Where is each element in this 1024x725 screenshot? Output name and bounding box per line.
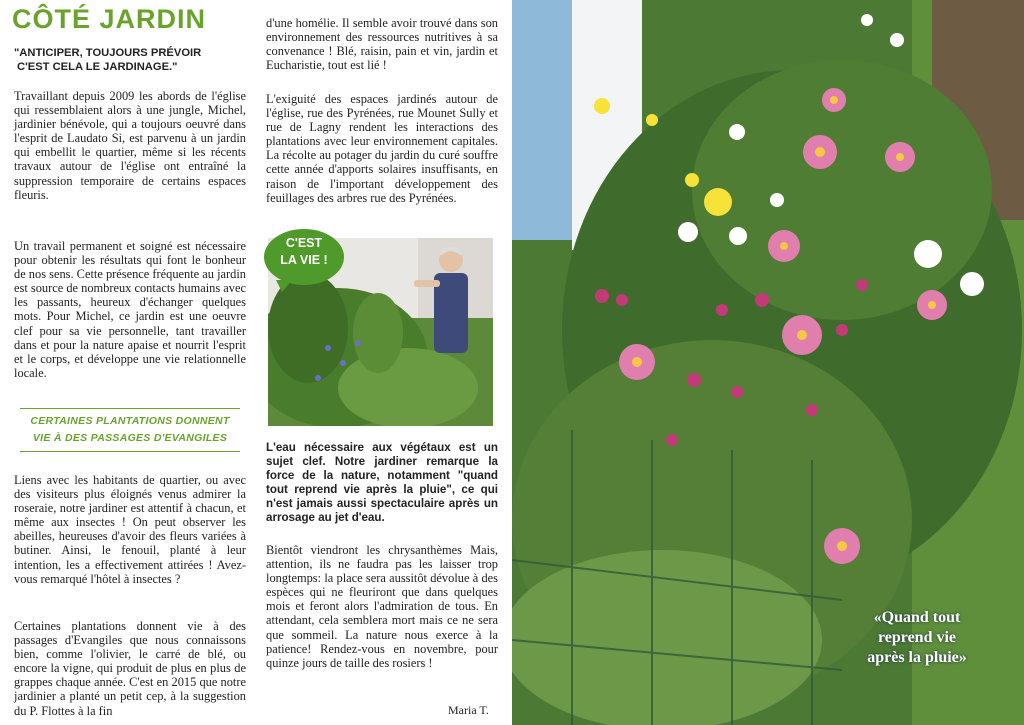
speech-bubble-tail (276, 280, 292, 292)
caption-line-3: après la pluie» (867, 649, 967, 666)
speech-bubble (264, 229, 344, 285)
quote-line-1: "ANTICIPER, TOUJOURS PRÉVOIR (14, 47, 202, 59)
caption-line-2: reprend vie (877, 629, 957, 646)
subhead-line-1: CERTAINES PLANTATIONS DONNENT (30, 415, 230, 427)
quote-line-2: C'EST CELA LE JARDINAGE." (17, 60, 178, 73)
col1-paragraph-2: Un travail permanent et soigné est nécessaire pour obtenir les résultats qui font le bonheur de nos sens. Cette présence fréquente au jardin est source de nombreux contacts humains avec les passants, heureux d'échanger quelques mots. Pour Michel, ce jardin est une oeuvre clef pour sa vie personnelle, tant travailler dans et pour la nature apaise et nourrit l'esprit et le corps, et développe une vie relationnelle locale. (14, 239, 246, 380)
subhead-line-2: VIE À DES PASSAGES D'EVANGILES (32, 432, 228, 444)
photo-caption (852, 608, 982, 668)
header-quote (14, 47, 246, 74)
col2-paragraph-1: d'une homélie. Il semble avoir trouvé dans son environnement des ressources nutritives à sa convenance ! Blé, raisin, pain et vin, jardin et Eucharistie, tout est lié ! (266, 16, 498, 73)
col1-paragraph-4: Certaines plantations donnent vie à des passages d'Evangiles que nous connaissons bien, comme l'olivier, le carré de blé, ou encore la vigne, qui produit de plus en plus de grappes chaque année. C'est en 2015 que notre jardinier a planté un petit cep, à la suggestion du P. Flottes à la fin (14, 619, 246, 718)
page-title: CÔTÉ JARDIN (12, 4, 207, 34)
col1-paragraph-1: Travaillant depuis 2009 les abords de l'église qui ressemblaient alors à une jungle, Michel, jardinier bénévole, qui a toujours oeuvré dans l'esprit de Laudato Si, est parvenu à un jardin qui embellit le quartier, même si les récents travaux autour de l'église ont entraîné la suppression temporaire de certains espaces fleuris. (14, 89, 246, 202)
bubble-line-1: C'EST (285, 236, 323, 250)
author-signature: Maria T. (448, 703, 489, 717)
caption-line-1: «Quand tout (873, 609, 961, 626)
col2-bold-paragraph: L'eau nécessaire aux végétaux est un sujet clef. Notre jardiner remarque la force de la nature, notamment "quand tout reprend vie après la pluie", ce qui n'est jamais aussi spectaculaire après un arrosage au jet d'eau. (266, 441, 498, 524)
col2-paragraph-4: Bientôt viendront les chrysanthèmes Mais, attention, ils ne faudra pas les laisser trop longtemps: la place sera aussitôt dévolue à des espèces qui ne fleuriront que dans quelques mois et feront alors l'admiration de tous. En attendant, cela semblera mort mais ce ne sera que sommeil. La nature nous exerce à la patience! Rendez-vous en novembre, pour quinze jours de taille des rosiers ! (266, 543, 498, 670)
bubble-line-2: LA VIE ! (280, 253, 328, 267)
col1-paragraph-3: Liens avec les habitants de quartier, ou avec des visiteurs plus éloignés venus admirer la roseraie, notre jardiner est attentif à chacun, et même aux insectes ! On peut observer les abeilles, heureuses d'avoir des fleurs variées à butiner. Ainsi, le fenouil, planté à leur intention, les a effectivement attirées ! Avez-vous remarqué l'hôtel à insectes ? (14, 473, 246, 586)
col2-paragraph-2: L'exiguité des espaces jardinés autour de l'église, rue des Pyrénées, rue Mounet Sully et rue de Lagny rendent les interactions des plantations avec leur environnement capitales. La récolte au potager du jardin du curé souffre cette année d'apports solaires insuffisants, en raison de l'important développement des feuillages des arbres rue des Pyrénées. (266, 92, 498, 205)
section-subheading (20, 408, 240, 452)
